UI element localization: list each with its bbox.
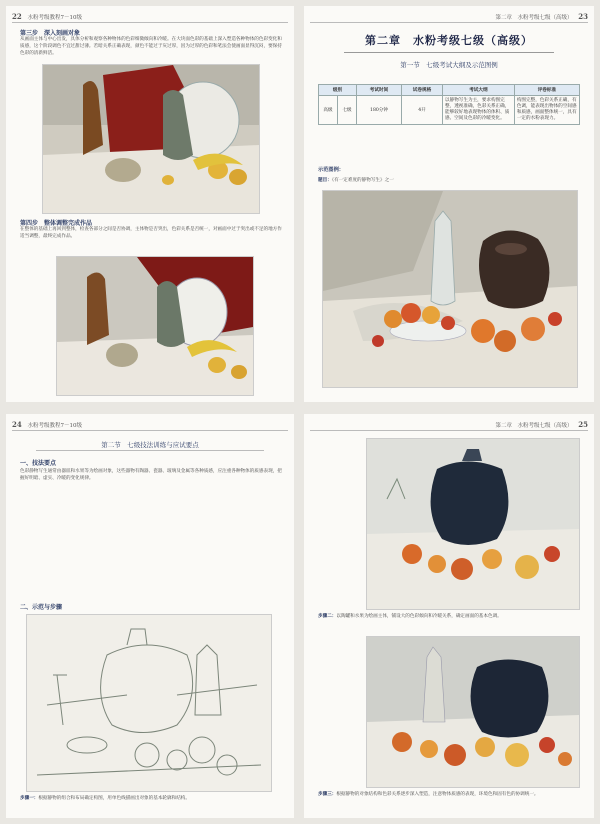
section-rule (36, 450, 264, 451)
technique-text: 色彩静物写生通常由器皿和水果等为绘画对象，这些器物有陶器、瓷器、玻璃及金属等各种质感，应注重各种物体的质感表现，把握好明暗、虚实、冷暖的变化规律。 (20, 469, 282, 481)
cell-grade: 七级 (338, 96, 357, 125)
header-rule (12, 22, 288, 23)
cell-time: 180分钟 (357, 96, 402, 125)
example-painting-image (322, 190, 578, 388)
running-head: 水粉考级教程7－10级 (27, 423, 82, 429)
page-header (495, 420, 588, 429)
subsection-title: 一、技法要点 (20, 460, 57, 467)
caption-text: 《有一定难度的静物写生》之一 (331, 178, 394, 183)
step2-caption (318, 614, 580, 621)
caption-label: 题目： (318, 178, 332, 183)
step4-painting-image (56, 256, 254, 396)
page-23 (304, 6, 594, 402)
step1-sketch-image (26, 614, 272, 792)
step2-label: 步骤二： (318, 614, 337, 619)
still-life-painting (367, 439, 579, 609)
page-number: 24 (12, 420, 22, 429)
step1-label: 步骤一： (20, 796, 39, 801)
table-header: 级别 (319, 85, 357, 96)
page-number: 22 (12, 12, 22, 21)
step3-text: 根据静物的对象结构和色彩关系逐步深入塑造，注意物体质感的表现，环境色和固有色的协调统一。 (336, 792, 539, 797)
table-header: 试卷规格 (402, 85, 443, 96)
step4-title: 第四步 整体调整完成作品 (20, 220, 93, 227)
running-head: 第二章 水粉考级七级（高级） (495, 423, 573, 429)
cell-criteria: 构图完整，色彩关系正确，有色调，能表现出物体的空间感和质感，画面整体统一，具有一定的水粉表现力。 (514, 96, 579, 125)
page-number: 23 (578, 12, 588, 21)
table-row (319, 96, 580, 125)
chapter-title: 第二章 水粉考级七级（高级） (365, 34, 533, 47)
cell-paper: 4开 (402, 96, 443, 125)
step3-title: 第三步 深入刻画对象 (20, 30, 81, 37)
header-rule (310, 22, 588, 23)
page-22 (6, 6, 294, 402)
still-life-painting (323, 191, 577, 387)
step3-painting-image (42, 64, 260, 214)
still-life-painting (367, 637, 579, 787)
table-header: 考试大纲 (443, 85, 515, 96)
still-life-painting (57, 257, 253, 395)
page-number: 25 (578, 420, 588, 429)
header-rule (12, 430, 288, 431)
table-header: 评卷标准 (514, 85, 579, 96)
step3-caption (318, 792, 580, 799)
page-header (495, 12, 588, 21)
line-sketch (27, 615, 271, 791)
example-label: 示范图例： (318, 167, 344, 173)
page-header (12, 12, 82, 21)
step3-label: 步骤三： (318, 792, 337, 797)
running-head: 水粉考级教程7－10级 (27, 15, 82, 21)
subsection-title: 二、示范与步骤 (20, 604, 63, 611)
chapter-rule (344, 52, 554, 53)
step3-text: 从画面主体与中心出发，具体分析和观察各种物体的色彩细微倾向和冷暖。在大块面色彩的基础上深入塑造各种物体的色彩变化和质感，这个阶段调色不宜过甜过薄。若暗关系正确表现，颜色不能过于灰过厚，因为过厚的色彩和笔法会使画面显得沉闷，要保持色彩的清新鲜活。 (20, 37, 282, 56)
cell-level: 高级 (319, 96, 338, 125)
running-head: 第二章 水粉考级七级（高级） (495, 15, 573, 21)
step1-caption (20, 796, 282, 803)
section-title: 第一节 七级考试大纲及示范图例 (400, 61, 498, 69)
exam-standard-table (318, 84, 580, 125)
table-header: 考试时间 (357, 85, 402, 96)
step3-painting-image (366, 636, 580, 788)
step2-text: 以陶罐和水果为绘画主体，铺设大的色彩倾向和冷暖关系，确定画面的基本色调。 (336, 614, 502, 619)
cell-outline: 以静物写生为主，要求构图完整，透视准确，色彩关系正确，能够较好地表现物体的体积、质感、空间及色彩的冷暖变化。 (443, 96, 515, 125)
still-life-painting (43, 65, 259, 213)
page-25 (304, 414, 594, 818)
page-24 (6, 414, 294, 818)
step2-painting-image (366, 438, 580, 610)
page-header (12, 420, 82, 429)
step4-text: 在整体的基础上再回到整体，检查各部分之间是否协调，主体物是否突出，色彩关系是否统一，对画面中过于突出或不足的地方作适当调整，最终完成作品。 (20, 227, 282, 239)
example-caption (318, 178, 394, 185)
header-rule (310, 430, 588, 431)
step1-text: 根据静物的组合和布局确定构图，用单色线描画出对象的基本轮廓和结构。 (38, 796, 190, 801)
section-title: 第二节 七级技法训练与应试要点 (101, 441, 199, 449)
